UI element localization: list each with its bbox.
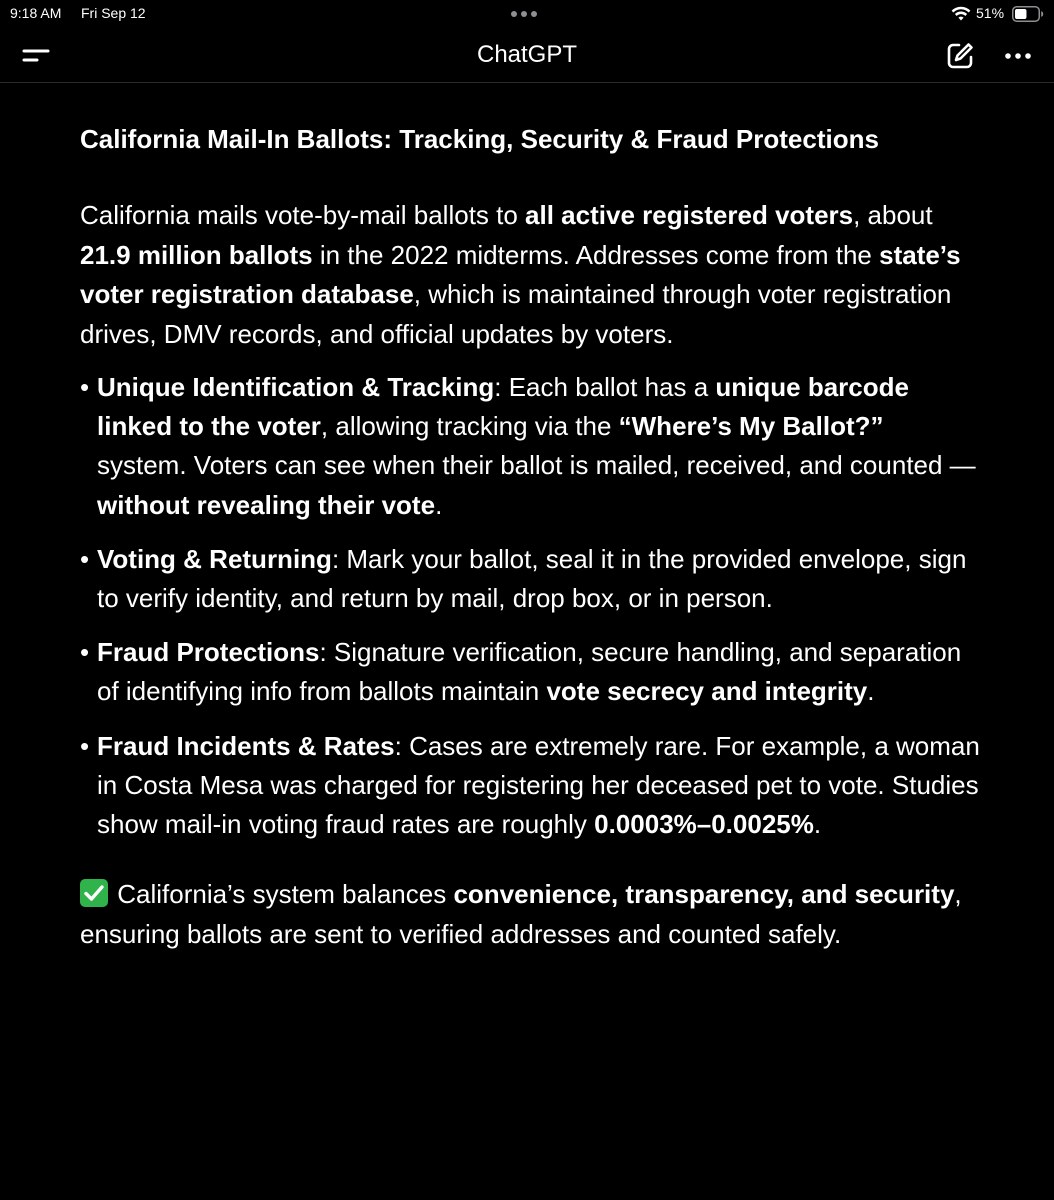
nav-title: ChatGPT	[476, 41, 578, 68]
battery-icon	[1012, 6, 1044, 22]
closing-paragraph: California’s system balances convenience, transparency, and security, ensuring ballots are sent to verified addresses and counted safely.	[80, 879, 962, 949]
bullet-fraud-incidents: • Fraud Incidents & Rates: Cases are extremely rare. For example, a woman in Costa Mesa was charged for registering her deceased pet to vote. Studies show mail-in voting fraud rates are roughly 0.0003%–0.0025%.	[80, 730, 980, 840]
intro-paragraph: California mails vote-by-mail ballots to all active registered voters, about 21.9 million ballots in the 2022 midterms. Addresses come from the state’s voter registration database, which is maintained through voter registration drives, DMV records, and official updates by voters.	[80, 200, 961, 349]
message-heading: California Mail-In Ballots: Tracking, Security & Fraud Protections	[80, 124, 879, 154]
status-bar	[0, 0, 1054, 28]
multitasking-dots-icon[interactable]	[511, 11, 537, 17]
status-time: 9:18 AM	[10, 5, 62, 21]
chat-message	[80, 82, 980, 954]
wifi-icon	[951, 6, 971, 22]
bullet-voting-returning: • Voting & Returning: Mark your ballot, seal it in the provided envelope, sign to verify identity, and return by mail, drop box, or in person.	[80, 543, 967, 614]
compose-icon[interactable]	[944, 40, 976, 72]
status-date: Fri Sep 12	[81, 5, 146, 21]
bullet-list	[80, 368, 980, 844]
menu-icon[interactable]	[20, 42, 52, 68]
more-icon[interactable]	[1002, 40, 1034, 72]
battery-percentage: 51%	[976, 5, 1005, 21]
bullet-fraud-protections: • Fraud Protections: Signature verification, secure handling, and separation of identifying info from ballots maintain vote secrecy and integrity.	[80, 637, 962, 707]
nav-bar	[0, 28, 1054, 83]
check-mark-emoji-icon	[80, 879, 108, 907]
bullet-tracking: • Unique Identification & Tracking: Each ballot has a unique barcode linked to the voter, allowing tracking via the “Where’s My Ballot?” system. Voters can see when their ballot is mailed, received, and counted — without revealing their vote.	[80, 372, 976, 520]
